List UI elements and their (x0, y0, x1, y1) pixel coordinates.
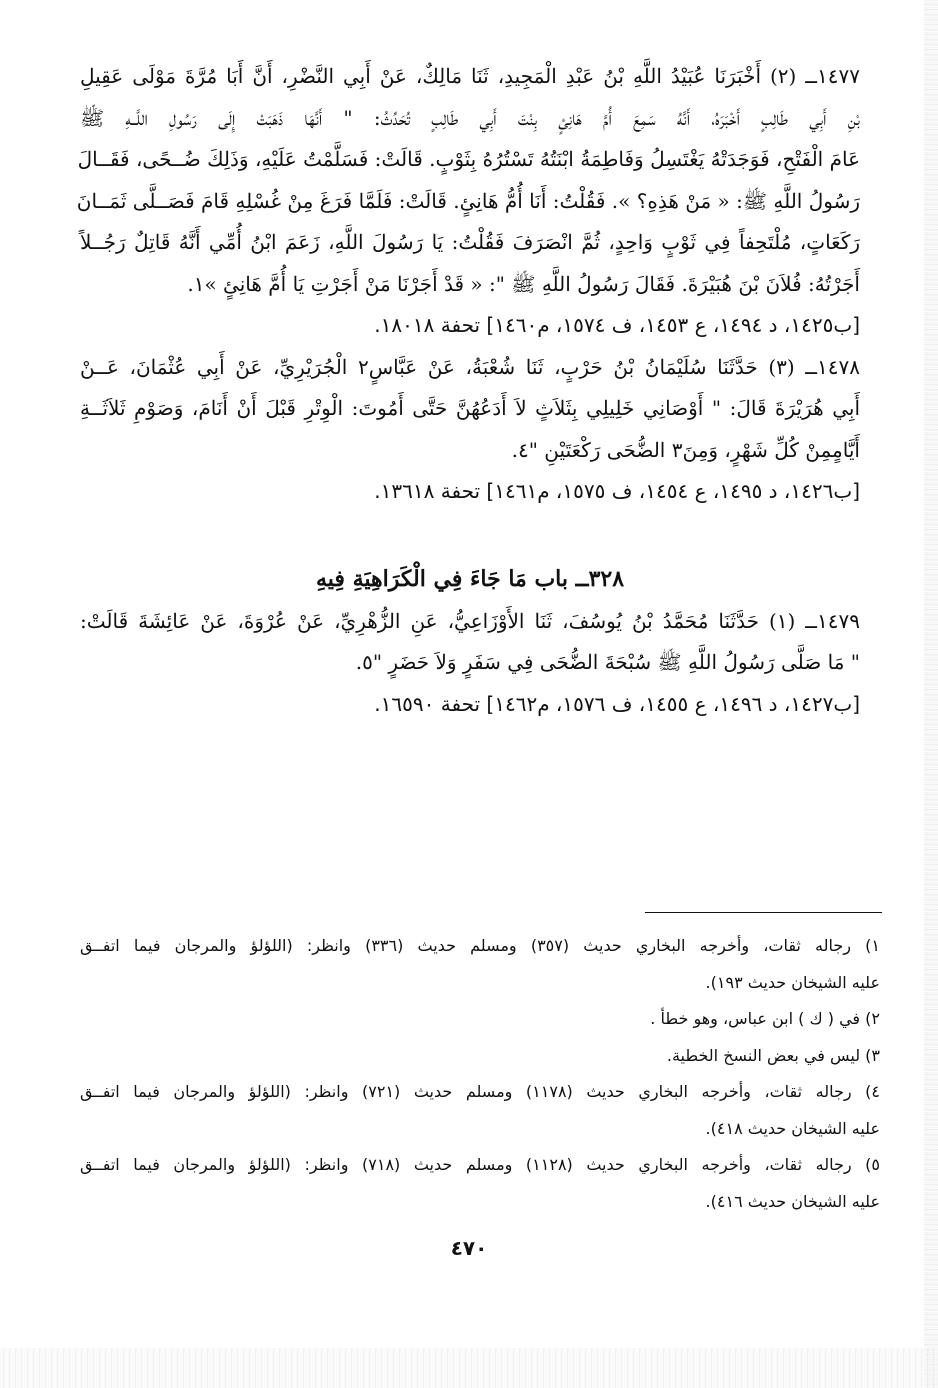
footnote-line: عليه الشيخان حديث ٤١٨). (705, 1118, 880, 1138)
text-line: رَسُولُ اللَّهِ ﷺ: « مَنْ هَذِهِ؟ ». فَقُلْتُ: أَنَا أُمُّ هَانِئٍ. قَالَتْ: فَلَمَّا فَرَغَ مِنْ غُسْلِهِ قَامَ فَصَــلَّى ثَمَــانَ (76, 188, 860, 213)
text-line: أَبِي هُرَيْرَةَ قَالَ: " أَوْصَانِي خَلِيلِي بِثَلاَثٍ لاَ أَدَعُهُنَّ حَتَّى أَمُوتَ: الْوِتْرِ قَبْلَ أَنْ أَنَامَ، وَصَوْمِ ثَلاَثَــةِ (80, 396, 860, 420)
text-line: بْنِ أَبِي طَالِبٍ أَخْبَرَهُ، أَنَّهُ سَمِعَ أُمَّ هَانِئٍ بِنْتَ أَبِي طَالِبٍ تُحَدِّثُ: " أَنَّهَا ذَهَبَتْ إِلَى رَسُولِ اللَّــهِ ﷺ (80, 105, 860, 130)
text-line: رَكَعَاتٍ، مُلْتَحِفاً فِي ثَوْبٍ وَاحِدٍ، ثُمَّ انْصَرَفَ فَقُلْتُ: يَا رَسُولَ اللَّهِ، زَعَمَ ابْنُ أُمِّي أَنَّهُ قَاتِلٌ رَجُــلاً (80, 230, 860, 254)
footnote-line: ٣) ليس في بعض النسخ الخطية. (666, 1045, 880, 1065)
footnote-5 (80, 1147, 880, 1220)
text-line: ١٤٧٩ــ (١) حَدَّثَنَا مُحَمَّدُ بْنُ يُوسُفَ، ثَنَا الأَوْزَاعِيُّ، عَنِ الزُّهْرِيِّ، عَنْ عُرْوَةَ، عَنْ عَائِشَةَ قَالَتْ: (80, 608, 860, 633)
text-line: ١٤٧٧ــ (٢) أَخْبَرَنَا عُبَيْدُ اللَّهِ بْنُ عَبْدِ الْمَجِيدِ، ثَنَا مَالِكٌ، عَنْ أَبِي النَّضْرِ، أَنَّ أَبَا مُرَّةَ مَوْلَى عَقِيلِ (80, 64, 860, 88)
footnote-line: ١) رجاله ثقات، وأخرجه البخاري حديث (٣٥٧) ومسلم حديث (٣٣٦) وانظر: (اللؤلؤ والمرجان فيما اتفــق (80, 936, 880, 955)
footnote-line: عليه الشيخان حديث ٤١٦). (705, 1191, 880, 1211)
footnote-2 (80, 1001, 880, 1038)
footnote-4 (80, 1074, 880, 1147)
text-line: عَامَ الْفَتْحِ، فَوَجَدَتْهُ يَغْتَسِلُ وَفَاطِمَةُ ابْنَتُهُ تَسْتُرُهُ بِثَوْبٍ. قَالَتْ: فَسَلَّمْتُ عَلَيْهِ، وَذَلِكَ ضُــحًى، فَقَــالَ (77, 147, 860, 171)
footnote-line: ٢) في ( ك ) ابن عباس، وهو خطأ . (650, 1009, 880, 1028)
scan-edge-right (924, 0, 938, 1388)
hadith-1477 (76, 56, 860, 305)
footnote-1 (80, 928, 880, 1001)
text-line: " مَا صَلَّى رَسُولُ اللَّهِ ﷺ سُبْحَةَ الضُّحَى فِي سَفَرٍ وَلاَ حَضَرٍ "٥. (355, 650, 860, 674)
page-number: ٤٧٠ (450, 1236, 488, 1260)
footnote-line: ٤) رجاله ثقات، وأخرجه البخاري حديث (١١٧٨) ومسلم حديث (٧٢١) وانظر: (اللؤلؤ والمرجان فيما اتفــق (80, 1082, 881, 1101)
footnotes (80, 928, 880, 1220)
hadith-1477-reference: [ب١٤٢٥، د ١٤٩٤، ع ١٤٥٣، ف ١٥٧٤، م١٤٦٠] تحفة ١٨٠١٨. (374, 313, 860, 337)
text-line: أَجَرْتُهُ: فُلاَنَ بْنَ هُبَيْرَةَ. فَقَالَ رَسُولُ اللَّهِ ﷺ ": « قَدْ أَجَرْنَا مَنْ أَجَرْتِ يَا أُمَّ هَانِئٍ »١. (187, 271, 860, 296)
footnote-separator (645, 912, 882, 913)
text-line: أَيَّامٍمِنْ كُلِّ شَهْرٍ، وَمِنَ٣ الضُّحَى رَكْعَتَيْنِ "٤. (511, 437, 860, 462)
text-line: ١٤٧٨ــ (٣) حَدَّثَنَا سُلَيْمَانُ بْنُ حَرْبٍ، ثَنَا شُعْبَةُ، عَنْ عَبَّاسٍ٢ الْجُرَيْرِيِّ، عَنْ أَبِي عُثْمَانَ، عَــنْ (80, 354, 860, 379)
footnote-3 (80, 1038, 880, 1075)
hadith-1479 (80, 601, 860, 684)
section-gap (80, 513, 860, 557)
chapter-heading: ٣٢٨ــ باب مَا جَاءَ فِي الْكَرَاهِيَةِ فِيهِ (315, 565, 625, 592)
hadith-1478 (80, 347, 860, 472)
hadith-1479-reference: [ب١٤٢٧، د ١٤٩٦، ع ١٤٥٥، ف ١٥٧٦، م١٤٦٢] تحفة ١٦٥٩٠. (374, 691, 860, 716)
footnote-line: عليه الشيخان حديث ١٩٣). (705, 972, 880, 992)
scan-edge-bottom (0, 1348, 938, 1388)
main-text (76, 56, 860, 725)
hadith-1478-reference: [ب١٤٢٦، د ١٤٩٥، ع ١٤٥٤، ف ١٥٧٥، م١٤٦١] تحفة ١٣٦١٨. (374, 479, 860, 503)
footnote-line: ٥) رجاله ثقات، وأخرجه البخاري حديث (١١٢٨) ومسلم حديث (٧١٨) وانظر: (اللؤلؤ والمرجان فيما اتفــق (80, 1155, 881, 1174)
